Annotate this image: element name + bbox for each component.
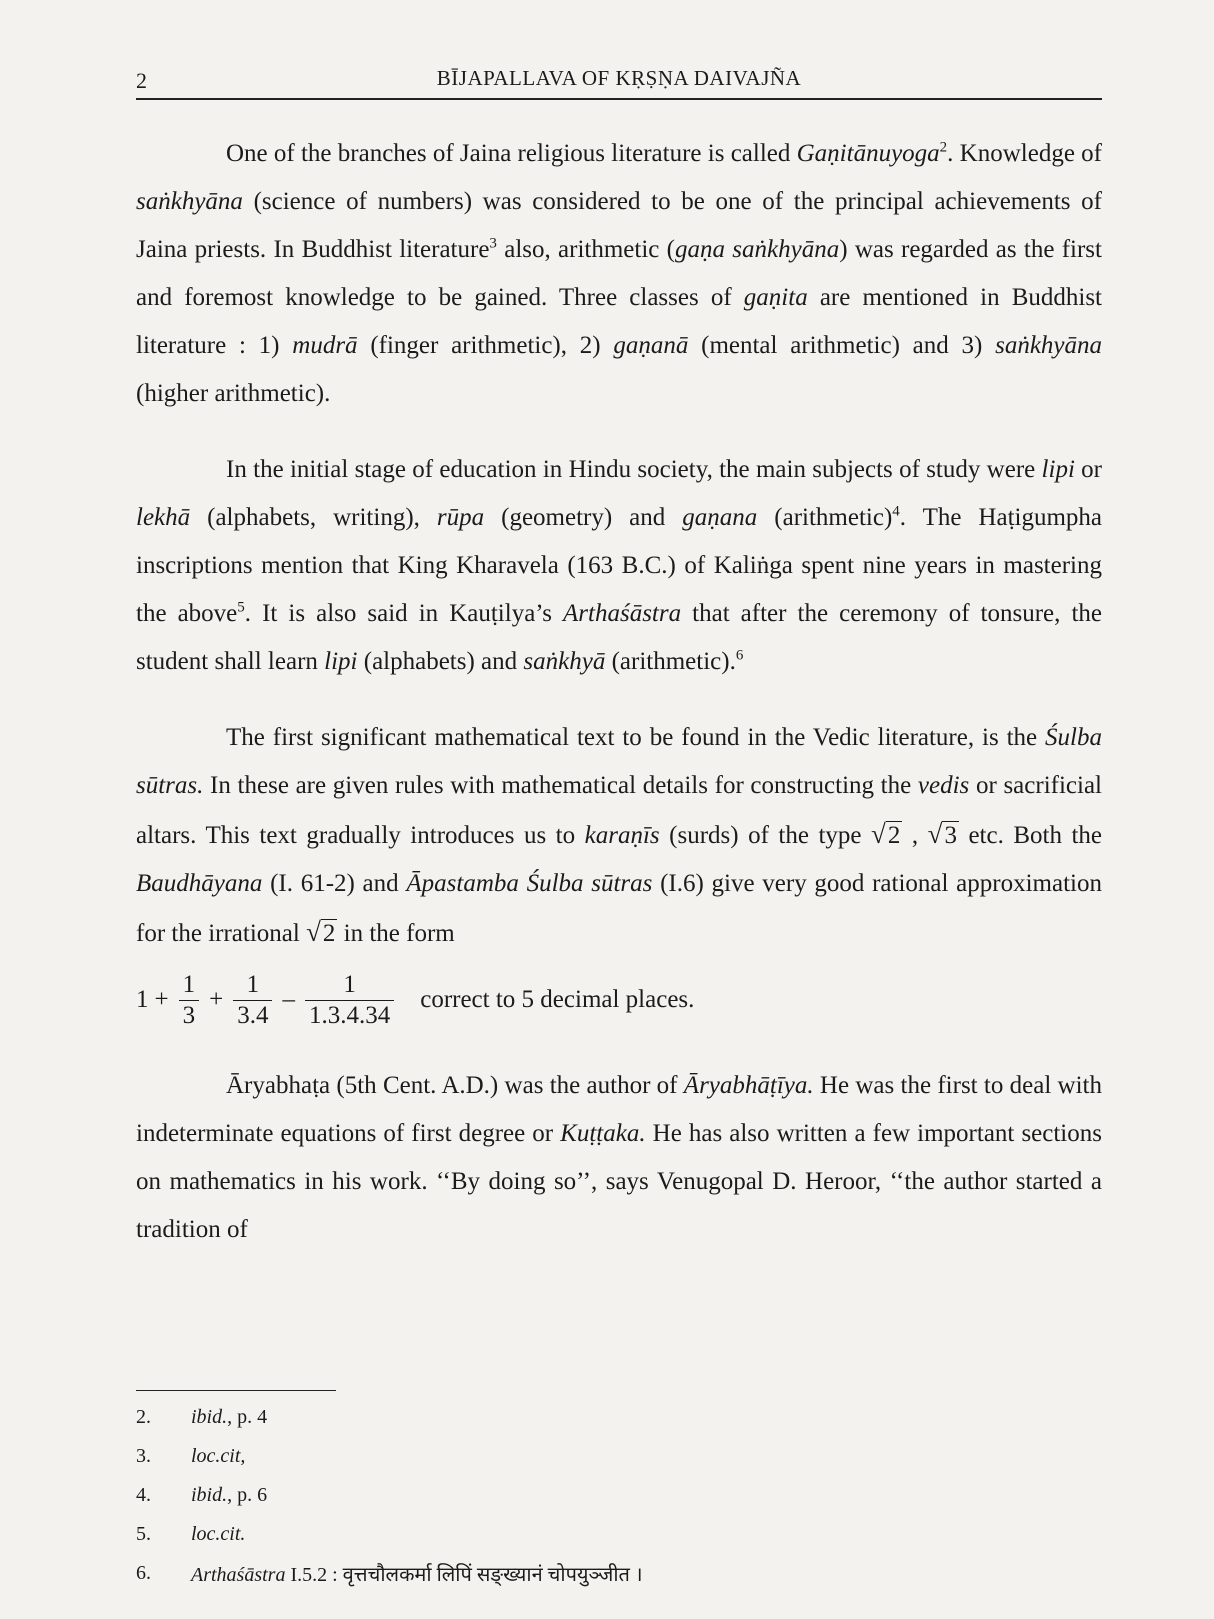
- footnote-4: 4. ibid., p. 6: [136, 1484, 268, 1506]
- sqrt-2: √2: [871, 819, 901, 849]
- sqrt-2-irrational: √2: [306, 917, 336, 947]
- sqrt-3: √3: [927, 819, 957, 849]
- footnote-5: 5. loc.cit.: [136, 1523, 246, 1545]
- running-title: BĪJAPALLAVA OF KṚṢṆA DAIVAJÑA: [436, 66, 802, 90]
- page-number: 2: [136, 68, 147, 93]
- footnote-rule: [136, 1390, 336, 1391]
- approximation-formula: 1 + $\frac{1}{3}$ + $\frac{1}{3.4}$ – $\frac{1}{1.3.4.34}$ correct to 5 decimal places.: [136, 970, 695, 1029]
- paragraph-2: In the initial stage of education in Hindu society, the main subjects of study were lipi or lekhā (alphabets, writing), rūpa (geometry) and gaṇana (arithmetic)$^4$. The Haṭigumpha inscriptions mention that King Kharavela (163 B.C.) of Kaliṅga spent nine years in mastering the above$^5$. It is also said in Kauṭilya’s Arthaśāstra that after the ceremony of tonsure, the student shall learn lipi (alphabets) and saṅkhyā (arithmetic).$^6$: [136, 456, 1103, 675]
- running-header: [136, 62, 1102, 100]
- footnotes: [136, 1398, 1102, 1593]
- body-text: [136, 130, 1102, 1254]
- fraction-1-1.3.4.34: $\frac{1}{1.3.4.34}$: [305, 970, 394, 1031]
- paragraph-4: Āryabhaṭa (5th Cent. A.D.) was the author of Āryabhāṭīya. He was the first to deal with indeterminate equations of first degree or Kuṭṭaka. He has also written a few important sections on mathematics in his work. ‘‘By doing so’’, says Venugopal D. Heroor, ‘‘the author started a tradition of: [136, 1072, 1102, 1243]
- paragraph-1: One of the branches of Jaina religious literature is called Gaṇitānuyoga$^2$. Knowledge of saṅkhyāna (science of numbers) was considered to be one of the principal achievements of Jaina priests. In Buddhist literature$^3$ also, arithmetic (gaṇa saṅkhyāna) was regarded as the first and foremost knowledge to be gained. Three classes of gaṇita are mentioned in Buddhist literature : 1) mudrā (finger arithmetic), 2) gaṇanā (mental arithmetic) and 3) saṅkhyāna (higher arithmetic).: [136, 139, 1103, 407]
- footnote-2: 2. ibid., p. 4: [136, 1406, 268, 1428]
- footnote-3: 3. loc.cit,: [136, 1445, 246, 1467]
- fraction-1-3: $\frac{1}{3}$: [179, 970, 200, 1031]
- paragraph-3: The first significant mathematical text to be found in the Vedic literature, is the Śulba sūtras. In these are given rules with mathematical details for constructing the vedis or sacrificial altars. This text gradually introduces us to karaṇīs (surds) of the type √2 , √3 etc. Both the Baudhāyana (I. 61-2) and Āpastamba Śulba sūtras (I.6) give very good rational approximation for the irrational √2 in the form: [136, 724, 1103, 947]
- fraction-1-3.4: $\frac{1}{3.4}$: [233, 970, 272, 1031]
- footnote-6: 6. Arthaśāstra I.5.2 : वृत्तचौलकर्मा लिपिं सङ्ख्यानं चोपयुञ्जीत ।: [136, 1562, 643, 1586]
